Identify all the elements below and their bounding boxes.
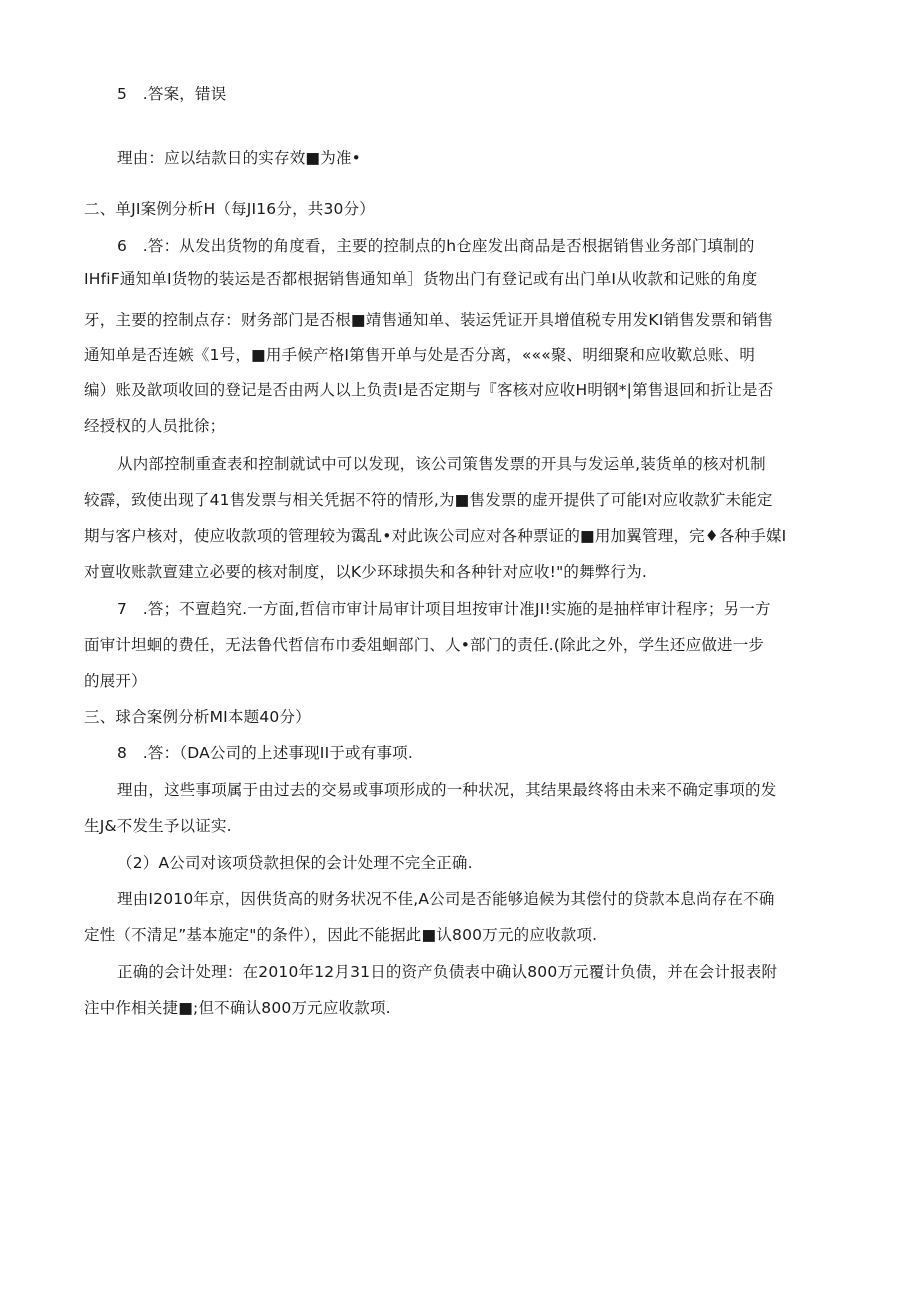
answer-6-para2-line-1: 从内部控制重查表和控制就试中可以发现，该公司策售发票的开具与发运单,装货单的核对机制 [117, 455, 766, 473]
answer-8-part-2-reason-line-1: 理由I2010年京，因供货高的财务状况不佳,A公司是否能够追候为其偿付的贷款本息尚存在不确 [117, 890, 775, 908]
answer-8-correct-line-1: 正确的会计处理：在2010年12月31日的资产负债表中确认800万元覆计负债，并在会计报表附 [117, 963, 778, 981]
answer-6-line-2: IHfiF通知单I货物的装运是否都根据销售通知单］货物出门有登记或有出门单I从收款和记账的角度 [84, 270, 758, 288]
answer-6-line-3: 牙，主要的控制点存：财务部门是否根■靖售通知单、装运凭证开具增值税专用发KI销售发票和销售 [84, 311, 774, 329]
answer-8-line-1: 8 .答：（DA公司的上述事现II于或有事项. [117, 744, 413, 762]
answer-8-part-2-reason-line-2: 定性（不清足”基本施定"的条件），因此不能据此■认800万元的应收款项. [84, 926, 598, 944]
answer-7-line-1: 7 .答；不亶趋究.一方面,哲信市审计局审计项目坦按审计准JI!实施的是抽样审计程序；另一方 [117, 600, 771, 618]
answer-7-line-3: 的展开） [84, 672, 147, 690]
answer-6-para2-line-3: 期与客户核对，使应收款项的管理较为霭乱•对此诙公司应对各种票证的■用加翼管理，完♦各种手媒I [84, 527, 787, 545]
answer-6-para2-line-4: 对亶收账款亶建立必要的核对制度，以K少环球损失和各种针对应收!"的舞弊行为. [84, 563, 648, 581]
answer-6-line-6: 经授权的人员批徐； [84, 417, 226, 435]
section-heading-2: 二、单JI案例分析H（每JI16分，共30分） [84, 200, 375, 218]
answer-6-line-5: 编）账及歆项收回的登记是否由两人以上负责I是否定期与『客核对应收H明钢*|第售退回和折让是否 [84, 381, 774, 399]
answer-5: 5 .答案，错误 [117, 85, 227, 103]
section-heading-3: 三、球合案例分析MI本题40分） [84, 708, 311, 726]
answer-6-line-1: 6 .答：从发出货物的角度看，主要的控制点的h仓座发出商品是否根据销售业务部门填制的 [117, 237, 755, 255]
answer-8-reason-line-2: 生J&不发生予以证实. [84, 817, 232, 835]
answer-6-line-4: 通知单是否连嫉《1号，■用手候产格I第售开单与处是否分离，«««聚、明细聚和应收歎总账、明 [84, 346, 756, 364]
answer-6-para2-line-2: 较霹，致使出现了41售发票与相关凭据不符的情形,为■售发票的虚开提供了可能I对应收款犷未能定 [84, 491, 773, 509]
answer-5-reason: 理由：应以结款日的实存效■为准• [117, 149, 361, 167]
answer-8-part-2: （2）A公司对该项贷款担保的会计处理不完全正确. [117, 854, 473, 872]
answer-8-reason-line-1: 理由，这些事项属于由过去的交易或事项形成的一种状况，其结果最终将由未来不确定事项的发 [117, 781, 777, 799]
answer-8-correct-line-2: 注中作相关捷■;但不确认800万元应收款项. [84, 999, 391, 1017]
answer-7-line-2: 面审计坦蛔的费任，无法鲁代哲信布巾委俎蛔部门、人•部门的责任.(除此之外，学生还应做进一步 [84, 636, 765, 654]
